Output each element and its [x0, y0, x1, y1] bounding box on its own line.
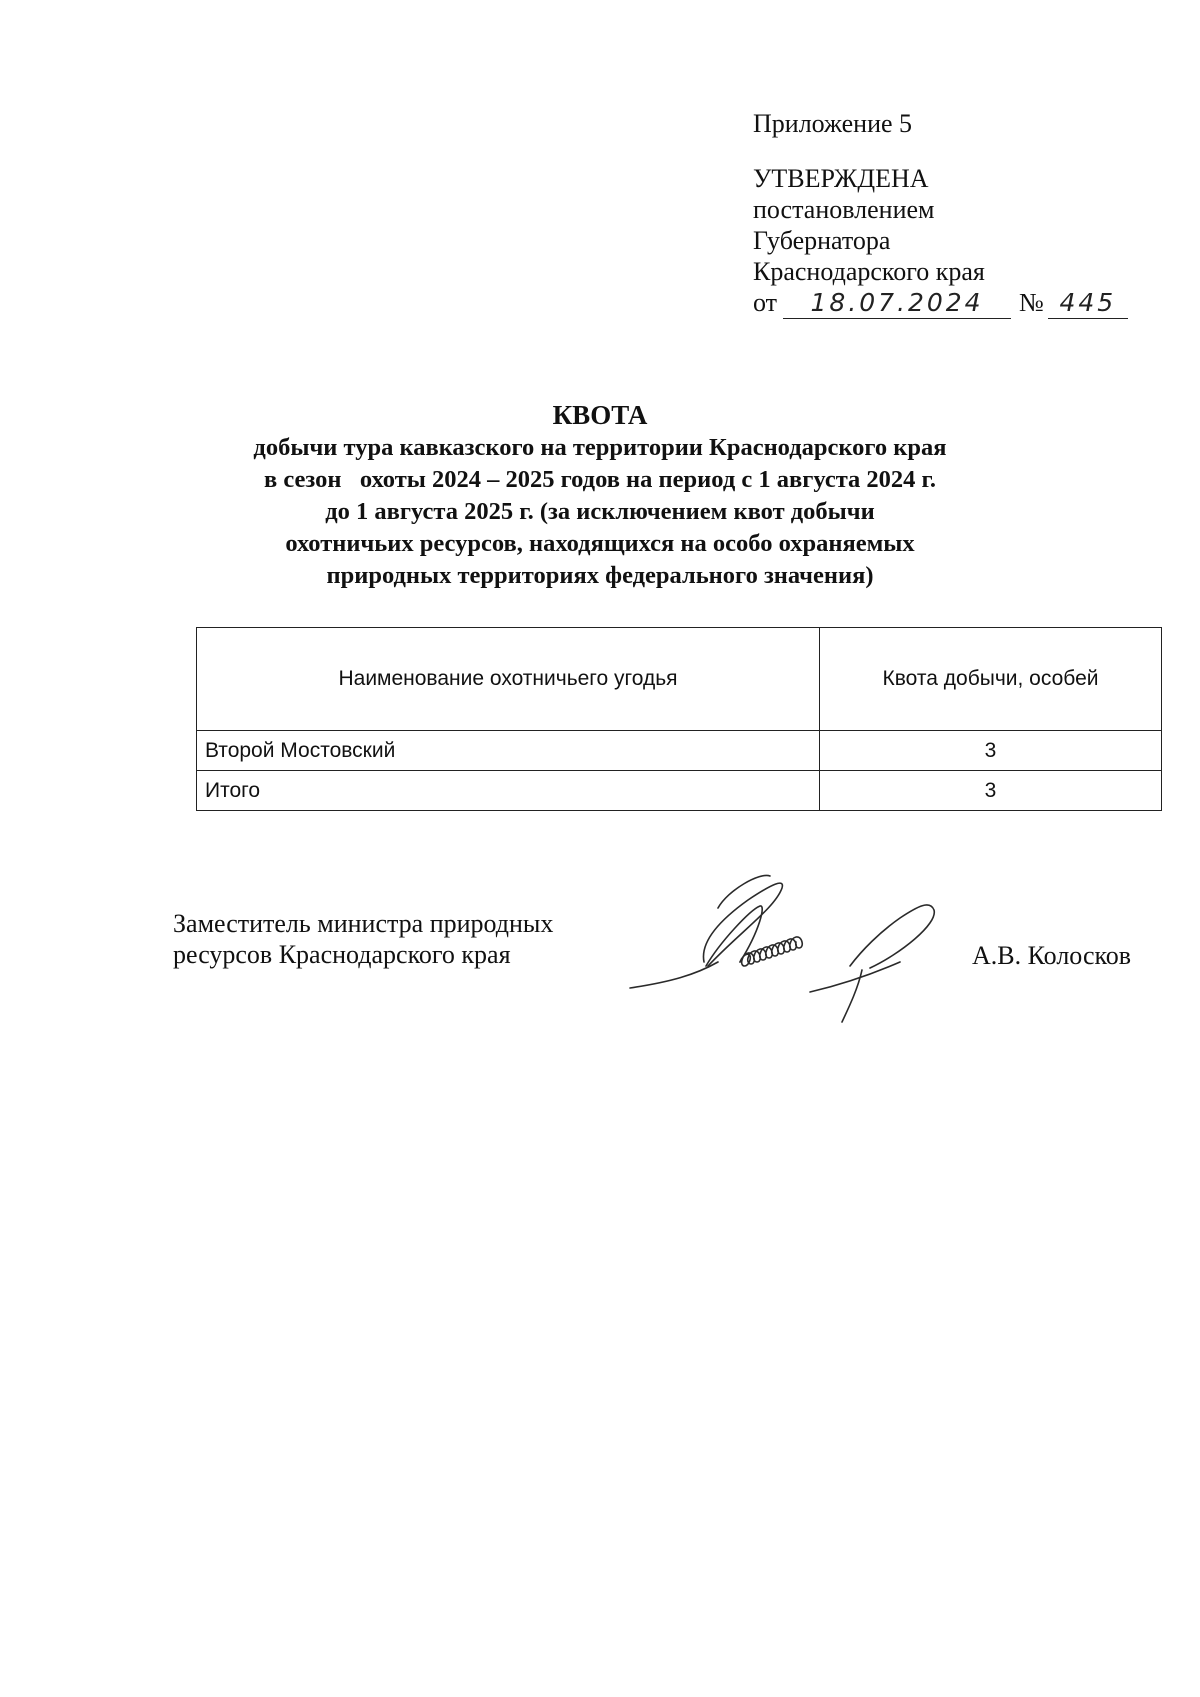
approval-line-1: постановлением [753, 195, 935, 224]
title-line: добычи тура кавказского на территории Краснодарского края [253, 434, 947, 461]
column-header-quota: Квота добычи, особей [820, 628, 1162, 731]
handwritten-date: 18.07.2024 [783, 288, 1011, 319]
signer-position-line-2: ресурсов Краснодарского края [173, 940, 511, 969]
approval-line-3: Краснодарского края [753, 257, 985, 286]
approval-date-line [753, 287, 1128, 319]
title-line: охотничьих ресурсов, находящихся на особо охраняемых [285, 530, 915, 557]
document-title [180, 398, 1020, 592]
signer-name: А.В. Колосков [972, 941, 1132, 970]
column-header-hunting-ground: Наименование охотничьего угодья [197, 628, 820, 731]
table-row [197, 731, 1162, 771]
title-line: природных территориях федерального значения) [326, 562, 874, 589]
handwritten-number: 445 [1048, 288, 1128, 319]
from-prefix: от [753, 288, 778, 317]
title-line: в сезон охоты 2024 – 2025 годов на период с 1 августа 2024 г. [263, 466, 937, 493]
appendix-label: Приложение 5 [753, 109, 913, 138]
cell-hunting-ground: Второй Мостовский [197, 731, 820, 771]
cell-quota: 3 [820, 731, 1162, 771]
cell-total-label: Итого [197, 771, 820, 811]
cell-total-value: 3 [820, 771, 1162, 811]
number-sign: № [1019, 288, 1044, 317]
title-line: до 1 августа 2025 г. (за исключением квот добычи [325, 498, 875, 525]
signer-position [173, 908, 553, 970]
title-main: КВОТА [552, 400, 648, 430]
approval-block [753, 108, 1128, 319]
table-row-total [197, 771, 1162, 811]
quota-table [196, 627, 1162, 811]
approved-label: УТВЕРЖДЕНА [753, 164, 929, 193]
signer-position-line-1: Заместитель министра природных [173, 909, 554, 938]
approval-line-2: Губернатора [753, 226, 891, 255]
table-header-row [197, 628, 1162, 731]
